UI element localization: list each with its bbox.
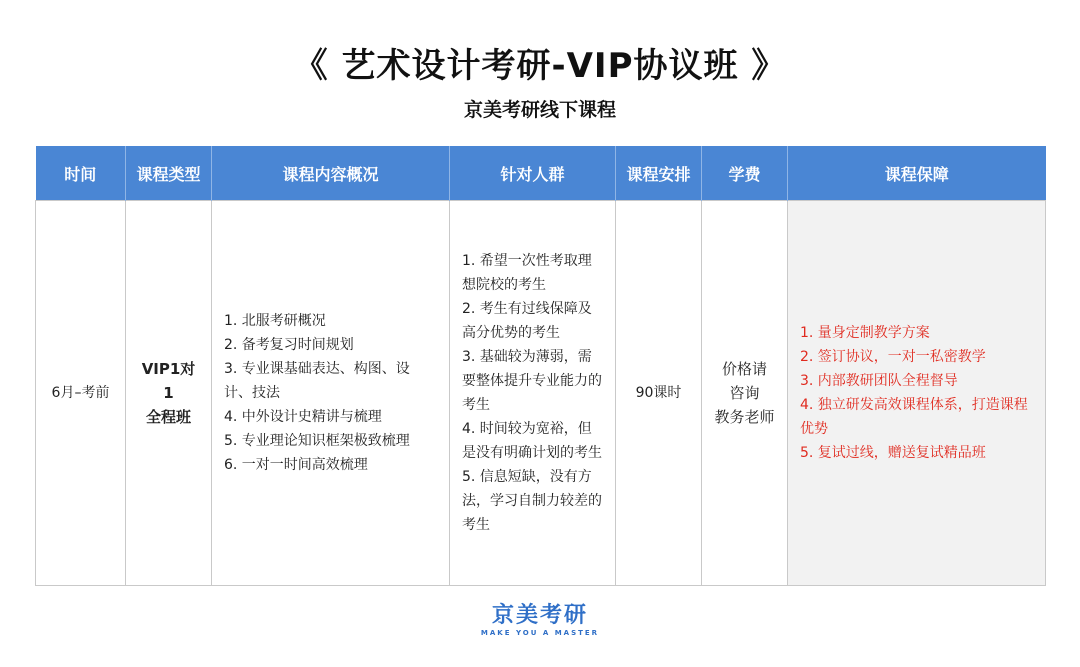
time-cell: 6月–考前 [36, 201, 126, 586]
page-subtitle: 京美考研线下课程 [463, 99, 616, 121]
fee-cell: 价格请 咨询 教务老师 [702, 201, 788, 586]
audience-item: 4. 时间较为宽裕，但是没有明确计划的考生 [462, 421, 602, 461]
guarantee-item: 4. 独立研发高效课程体系，打造课程优势 [800, 397, 1028, 437]
column-header-course-type: 课程类型 [126, 146, 212, 201]
content-item: 5. 专业理论知识框架极致梳理 [224, 433, 410, 449]
audience-item: 2. 考生有过线保障及高分优势的考生 [462, 301, 592, 341]
guarantee-item: 1. 量身定制教学方案 [800, 325, 930, 341]
course-table [35, 146, 1046, 586]
audience-item: 3. 基础较为薄弱，需要整体提升专业能力的考生 [462, 349, 602, 413]
column-header-schedule: 课程安排 [616, 146, 702, 201]
schedule-cell: 90课时 [616, 201, 702, 586]
column-header-content: 课程内容概况 [212, 146, 450, 201]
guarantee-item: 3. 内部教研团队全程督导 [800, 373, 958, 389]
brand-logo [0, 604, 1080, 638]
audience-cell [450, 201, 616, 586]
logo-name: 京美考研 [491, 603, 588, 628]
content-item: 3. 专业课基础表达、构图、设计、技法 [224, 361, 410, 401]
content-item: 2. 备考复习时间规划 [224, 337, 354, 353]
guarantee-item: 2. 签订协议，一对一私密教学 [800, 349, 986, 365]
logo-slogan: MAKE YOU A MASTER [480, 629, 600, 637]
course-type-cell: VIP1对1 全程班 [126, 201, 212, 586]
table-row [36, 201, 1046, 586]
page-title: 《 艺术设计考研-VIP协议班 》 [293, 46, 787, 86]
audience-item: 5. 信息短缺，没有方法，学习自制力较差的考生 [462, 469, 602, 533]
column-header-audience: 针对人群 [450, 146, 616, 201]
content-cell [212, 201, 450, 586]
column-header-guarantee: 课程保障 [788, 146, 1046, 201]
audience-item: 1. 希望一次性考取理想院校的考生 [462, 253, 592, 293]
content-item: 6. 一对一时间高效梳理 [224, 457, 368, 473]
content-item: 1. 北服考研概况 [224, 313, 326, 329]
guarantee-cell [788, 201, 1046, 586]
content-item: 4. 中外设计史精讲与梳理 [224, 409, 382, 425]
table-header-row [36, 146, 1046, 201]
column-header-fee: 学费 [702, 146, 788, 201]
guarantee-item: 5. 复试过线，赠送复试精品班 [800, 445, 986, 461]
column-header-time: 时间 [36, 146, 126, 201]
